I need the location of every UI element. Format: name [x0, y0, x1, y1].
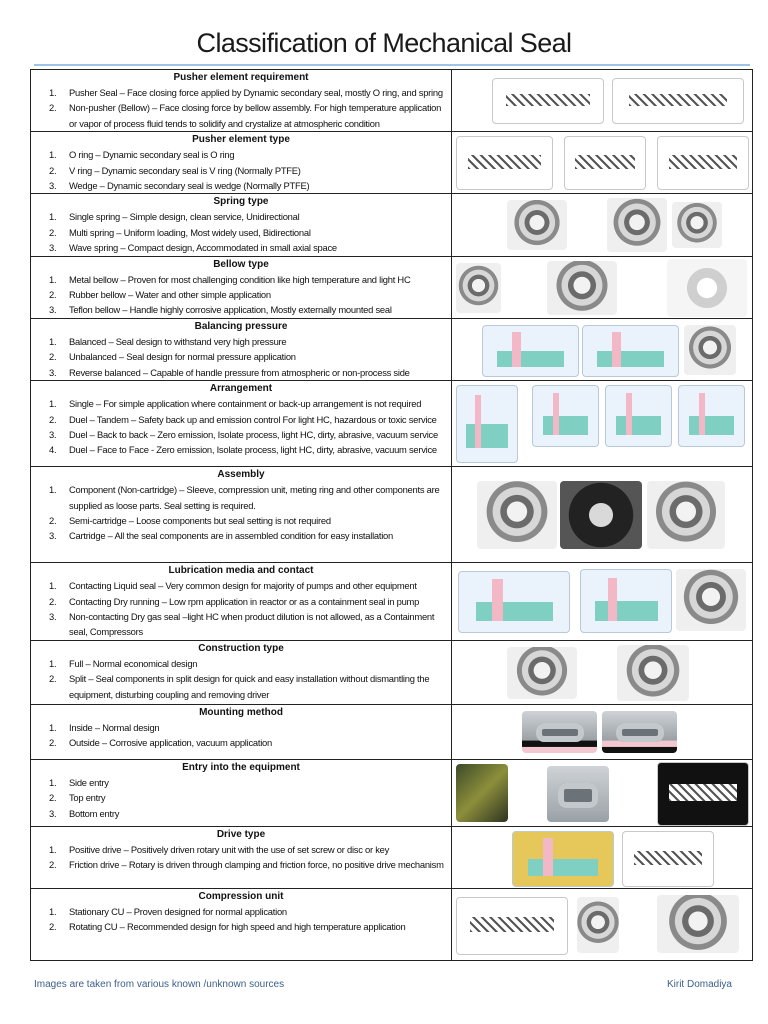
outside-mounted-seal-diagram — [602, 711, 677, 753]
section-title: Entry into the equipment — [182, 761, 300, 773]
item-text: Semi-cartridge – Loose components but seal setting is not required — [69, 514, 331, 526]
multi-spring-seal-photo — [607, 198, 667, 252]
compression-unit-photo — [657, 895, 739, 953]
item-number: 3. — [49, 242, 57, 254]
dry-gas-seal-photo — [676, 569, 746, 631]
item-text: O ring – Dynamic secondary seal is O ring — [69, 149, 235, 161]
rubber-bellow-photo — [547, 261, 617, 315]
section-title: Arrangement — [209, 383, 273, 395]
item-number: 2. — [49, 921, 57, 933]
list-item — [31, 334, 451, 349]
item-number: 1. — [49, 776, 57, 788]
section-row-bellow-type — [31, 256, 753, 318]
item-number: 3. — [49, 304, 57, 316]
section-title: Spring type — [213, 196, 269, 208]
item-number: 2. — [49, 102, 57, 114]
item-text: Component (Non-cartridge) – Sleeve, compression unit, meting ring and other components are supplied as loose parts. Seal setting is required. — [69, 484, 440, 511]
section-text — [31, 381, 452, 467]
balanced-seal-photo — [684, 325, 736, 375]
section-images — [452, 704, 753, 759]
section-title: Assembly — [217, 469, 265, 481]
list-item — [31, 240, 451, 255]
section-images — [452, 467, 753, 563]
list-item — [31, 720, 451, 735]
item-text: Contacting Dry running – Low rpm application in reactor or as a containment seal in pump — [69, 595, 420, 607]
item-number: 2. — [49, 289, 57, 301]
item-list — [31, 147, 451, 193]
item-number: 1. — [49, 843, 57, 855]
tandem-arrangement-diagram — [456, 385, 518, 463]
section-row-drive — [31, 826, 753, 888]
list-item — [31, 790, 451, 805]
item-number: 2. — [49, 859, 57, 871]
list-item — [31, 365, 451, 380]
item-list — [31, 272, 451, 318]
section-images — [452, 826, 753, 888]
section-row-pusher-type — [31, 132, 753, 194]
item-text: Inside – Normal design — [69, 721, 160, 733]
list-item — [31, 442, 451, 457]
list-item — [31, 225, 451, 240]
item-number: 2. — [49, 792, 57, 804]
list-item — [31, 272, 451, 287]
item-text: Non-contacting Dry gas seal –light HC when product dilution is not allowed, as a Containment seal, Compressors — [69, 610, 435, 638]
item-number: 2. — [49, 164, 57, 176]
item-list — [31, 482, 451, 544]
item-text: Bottom entry — [69, 807, 120, 819]
back-to-back-diagram — [605, 385, 672, 447]
item-number: 1. — [49, 580, 57, 592]
item-number: 1. — [49, 657, 57, 669]
section-row-pusher-requirement — [31, 70, 753, 132]
list-item — [31, 578, 451, 593]
item-list — [31, 85, 451, 131]
item-number: 3. — [49, 807, 57, 819]
item-number: 3. — [49, 610, 57, 622]
item-text: Stationary CU – Proven designed for normal application — [69, 905, 287, 917]
item-number: 3. — [49, 180, 57, 192]
wave-spring-seal-photo — [672, 202, 722, 248]
list-item — [31, 287, 451, 302]
item-text: V ring – Dynamic secondary seal is V ring (Normally PTFE) — [69, 164, 301, 176]
item-number: 1. — [49, 335, 57, 347]
item-text: Pusher Seal – Face closing force applied by Dynamic secondary seal, mostly O ring, and spring — [69, 87, 443, 98]
unbalanced-seal-diagram — [582, 325, 679, 377]
component-seal-photo — [477, 481, 557, 549]
item-number: 2. — [49, 351, 57, 363]
wedge-seal-diagram — [657, 136, 749, 190]
title-underline — [34, 64, 750, 66]
list-item — [31, 671, 451, 702]
item-number: 3. — [49, 530, 57, 542]
item-number: 1. — [49, 273, 57, 285]
list-item — [31, 904, 451, 919]
item-number: 1. — [49, 149, 57, 161]
section-text — [31, 318, 452, 380]
item-number: 2. — [49, 595, 57, 607]
friction-drive-diagram — [622, 831, 714, 887]
list-item — [31, 412, 451, 427]
semi-cartridge-seal-photo — [560, 481, 642, 549]
section-images — [452, 563, 753, 641]
item-list — [31, 578, 451, 640]
section-title: Pusher element type — [192, 134, 290, 146]
section-images — [452, 70, 753, 132]
item-number: 1. — [49, 87, 57, 98]
item-text: Cartridge – All the seal components are in assembled condition for easy installation — [69, 530, 393, 542]
item-text: Metal bellow – Proven for most challenging condition like high temperature and light HC — [69, 273, 411, 285]
section-text — [31, 467, 452, 563]
item-text: Outside – Corrosive application, vacuum application — [69, 737, 272, 749]
list-item — [31, 100, 451, 131]
item-list — [31, 656, 451, 702]
rotating-cu-photo — [577, 897, 619, 953]
section-title: Construction type — [198, 642, 284, 654]
section-images — [452, 759, 753, 826]
item-list — [31, 842, 451, 873]
item-number: 2. — [49, 673, 57, 685]
list-item — [31, 775, 451, 790]
section-images — [452, 318, 753, 380]
item-text: Multi spring – Uniform loading, Most widely used, Bidirectional — [69, 226, 311, 238]
item-number: 1. — [49, 484, 57, 496]
item-text: Friction drive – Rotary is driven through clamping and friction force, no positive drive mechanism — [69, 859, 444, 871]
section-title: Compression unit — [198, 890, 284, 902]
section-title: Lubrication media and contact — [168, 565, 314, 577]
section-images — [452, 132, 753, 194]
item-text: Full – Normal economical design — [69, 657, 198, 669]
section-row-spring-type — [31, 194, 753, 256]
list-item — [31, 842, 451, 857]
face-to-back-diagram — [532, 385, 599, 447]
section-row-assembly — [31, 467, 753, 563]
bellow-seal-diagram — [612, 78, 744, 124]
item-text: Wedge – Dynamic secondary seal is wedge (Normally PTFE) — [69, 180, 310, 192]
section-row-balancing-pressure — [31, 318, 753, 380]
item-text: Duel – Tandem – Safety back up and emission control For light HC, hazardous or toxic service — [69, 413, 437, 425]
list-item — [31, 656, 451, 671]
item-number: 3. — [49, 428, 57, 440]
list-item — [31, 302, 451, 317]
section-text — [31, 704, 452, 759]
item-text: Duel – Back to back – Zero emission, Isolate process, light HC, dirty, abrasive, vacuum service — [69, 428, 438, 440]
section-text — [31, 759, 452, 826]
section-images — [452, 381, 753, 467]
item-list — [31, 396, 451, 458]
item-number: 2. — [49, 226, 57, 238]
pusher-seal-diagram — [492, 78, 604, 124]
item-number: 3. — [49, 366, 57, 378]
section-images — [452, 888, 753, 960]
list-item — [31, 178, 451, 193]
classification-table — [30, 69, 753, 961]
list-item — [31, 396, 451, 411]
teflon-bellow-photo — [667, 259, 747, 317]
full-seal-photo — [507, 647, 577, 699]
dry-running-seal-diagram — [580, 569, 672, 633]
page-title: Classification of Mechanical Seal — [196, 28, 572, 58]
metal-bellow-photo — [456, 263, 501, 313]
item-list — [31, 209, 451, 255]
section-row-compression — [31, 888, 753, 960]
side-entry-photo — [456, 764, 508, 822]
section-title: Drive type — [216, 828, 266, 840]
section-text — [31, 132, 452, 194]
list-item — [31, 349, 451, 364]
item-list — [31, 720, 451, 751]
section-title: Bellow type — [213, 258, 269, 270]
face-to-face-diagram — [678, 385, 745, 447]
section-row-construction — [31, 640, 753, 704]
inside-mounted-seal-diagram — [522, 711, 597, 753]
section-row-lubrication — [31, 563, 753, 641]
item-number: 2. — [49, 737, 57, 749]
item-text: Wave spring – Compact design, Accommodated in small axial space — [69, 242, 337, 254]
section-text — [31, 563, 452, 641]
item-number: 2. — [49, 514, 57, 526]
list-item — [31, 857, 451, 872]
item-text: Balanced – Seal design to withstand very high pressure — [69, 335, 287, 347]
list-item — [31, 609, 451, 640]
section-row-mounting — [31, 704, 753, 759]
list-item — [31, 806, 451, 821]
section-images — [452, 256, 753, 318]
item-text: Positive drive – Positively driven rotary unit with the use of set screw or disc or key — [69, 843, 390, 855]
list-item — [31, 919, 451, 934]
item-text: Single – For simple application where containment or back-up arrangement is not required — [69, 398, 422, 410]
item-text: Reverse balanced – Capable of handle pressure from atmospheric or non-process side — [69, 366, 410, 378]
positive-drive-diagram — [512, 831, 614, 887]
section-row-arrangement — [31, 381, 753, 467]
section-images — [452, 194, 753, 256]
item-number: 4. — [49, 444, 57, 456]
image-source-note: Images are taken from various known /unknown sources — [34, 979, 285, 990]
item-text: Single spring – Simple design, clean service, Unidirectional — [69, 211, 300, 223]
section-images — [452, 640, 753, 704]
item-text: Top entry — [69, 792, 106, 804]
item-text: Split – Seal components in split design for quick and easy installation without dismantling the equipment, disturbing coupling and removing driver — [69, 673, 430, 700]
section-title: Pusher element requirement — [173, 72, 309, 83]
item-number: 1. — [49, 905, 57, 917]
list-item — [31, 427, 451, 442]
v-ring-seal-diagram — [564, 136, 646, 190]
item-list — [31, 904, 451, 935]
stationary-cu-diagram — [456, 897, 568, 955]
list-item — [31, 209, 451, 224]
item-number: 1. — [49, 721, 57, 733]
item-text: Duel – Face to Face - Zero emission, Isolate process, light HC, dirty, abrasive, vacuum service — [69, 444, 437, 456]
item-list — [31, 775, 451, 821]
item-text: Non-pusher (Bellow) – Face closing force by bellow assembly. For high temperature application or vapor of process fluid tends to solidify and crystalize at atmospheric condition — [69, 102, 442, 129]
section-text — [31, 826, 452, 888]
section-text — [31, 640, 452, 704]
item-number: 1. — [49, 398, 57, 410]
o-ring-seal-diagram — [456, 136, 553, 190]
list-item — [31, 594, 451, 609]
section-row-entry — [31, 759, 753, 826]
item-number: 2. — [49, 413, 57, 425]
item-text: Rubber bellow – Water and other simple application — [69, 289, 271, 301]
item-text: Rotating CU – Recommended design for high speed and high temperature application — [69, 921, 406, 933]
item-list — [31, 334, 451, 380]
top-entry-diagram — [547, 766, 609, 822]
list-item — [31, 163, 451, 178]
cartridge-seal-photo — [647, 481, 725, 549]
section-text — [31, 70, 452, 132]
item-text: Contacting Liquid seal – Very common design for majority of pumps and other equipment — [69, 580, 417, 592]
list-item — [31, 147, 451, 162]
section-text — [31, 888, 452, 960]
item-text: Unbalanced – Seal design for normal pressure application — [69, 351, 296, 363]
list-item — [31, 482, 451, 513]
item-number: 1. — [49, 211, 57, 223]
list-item — [31, 85, 451, 100]
liquid-seal-diagram — [458, 571, 570, 633]
balanced-seal-diagram — [482, 325, 579, 377]
split-seal-photo — [617, 645, 689, 701]
section-title: Mounting method — [199, 706, 283, 718]
list-item — [31, 513, 451, 528]
item-text: Side entry — [69, 776, 109, 788]
section-text — [31, 194, 452, 256]
single-spring-seal-photo — [507, 200, 567, 250]
author-name: Kirit Domadiya — [666, 979, 732, 990]
list-item — [31, 528, 451, 543]
bottom-entry-diagram — [657, 762, 749, 826]
section-text — [31, 256, 452, 318]
item-text: Teflon bellow – Handle highly corrosive application, Mostly externally mounted seal — [69, 304, 392, 316]
list-item — [31, 735, 451, 750]
section-title: Balancing pressure — [194, 320, 288, 332]
